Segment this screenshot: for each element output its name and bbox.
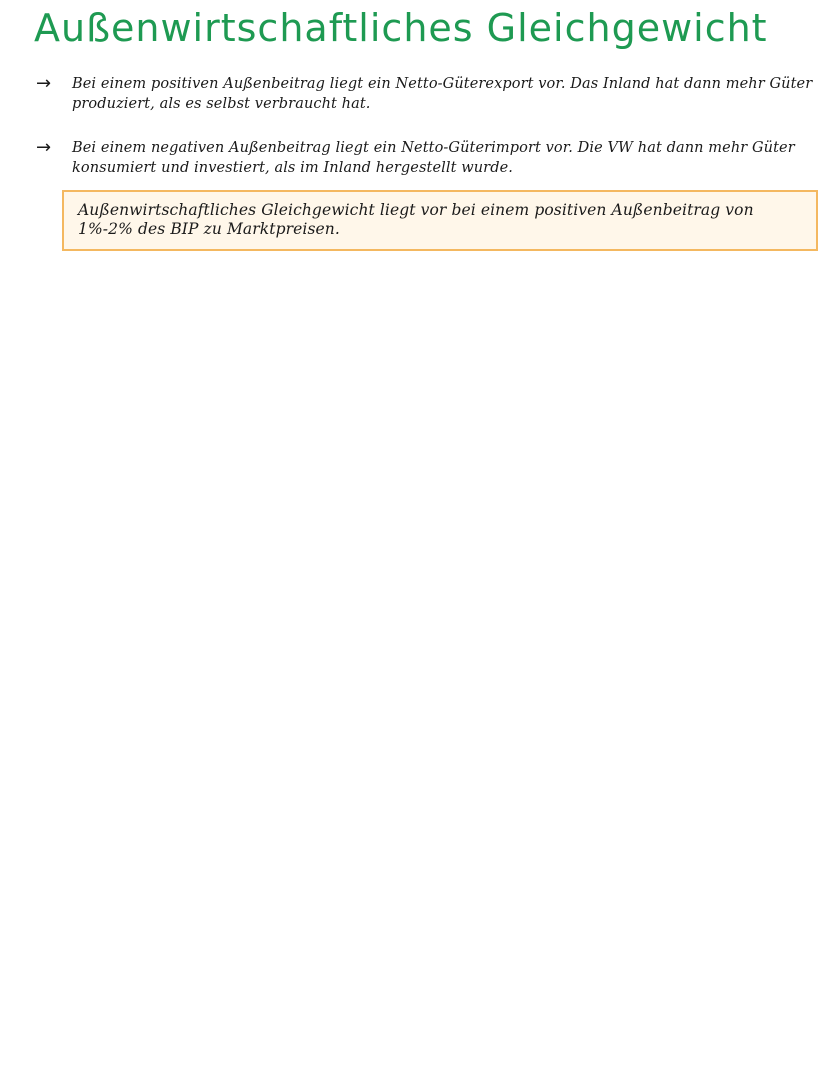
bullet-text-positive: Bei einem positiven Außenbeitrag liegt ein Netto-Güterexport vor. Das Inland hat dann mehr Güter produziert, als es selbst verbraucht hat. <box>72 76 813 112</box>
bullet-item-negative <box>36 138 816 178</box>
bullet-item-positive <box>36 74 816 114</box>
definition-text: Außenwirtschaftliches Gleichgewicht liegt vor bei einem positiven Außenbeitrag von 1%-2% des BIP zu Marktpreisen. <box>78 201 754 238</box>
arrow-right-icon: → <box>36 73 52 94</box>
definition-box <box>62 190 818 251</box>
arrow-right-icon: → <box>36 137 52 158</box>
page-title: Außenwirtschaftliches Gleichgewicht <box>34 6 768 50</box>
bullet-text-negative: Bei einem negativen Außenbeitrag liegt ein Netto-Güterimport vor. Die VW hat dann mehr Güter konsumiert und investiert, als im Inland hergestellt wurde. <box>72 140 795 176</box>
